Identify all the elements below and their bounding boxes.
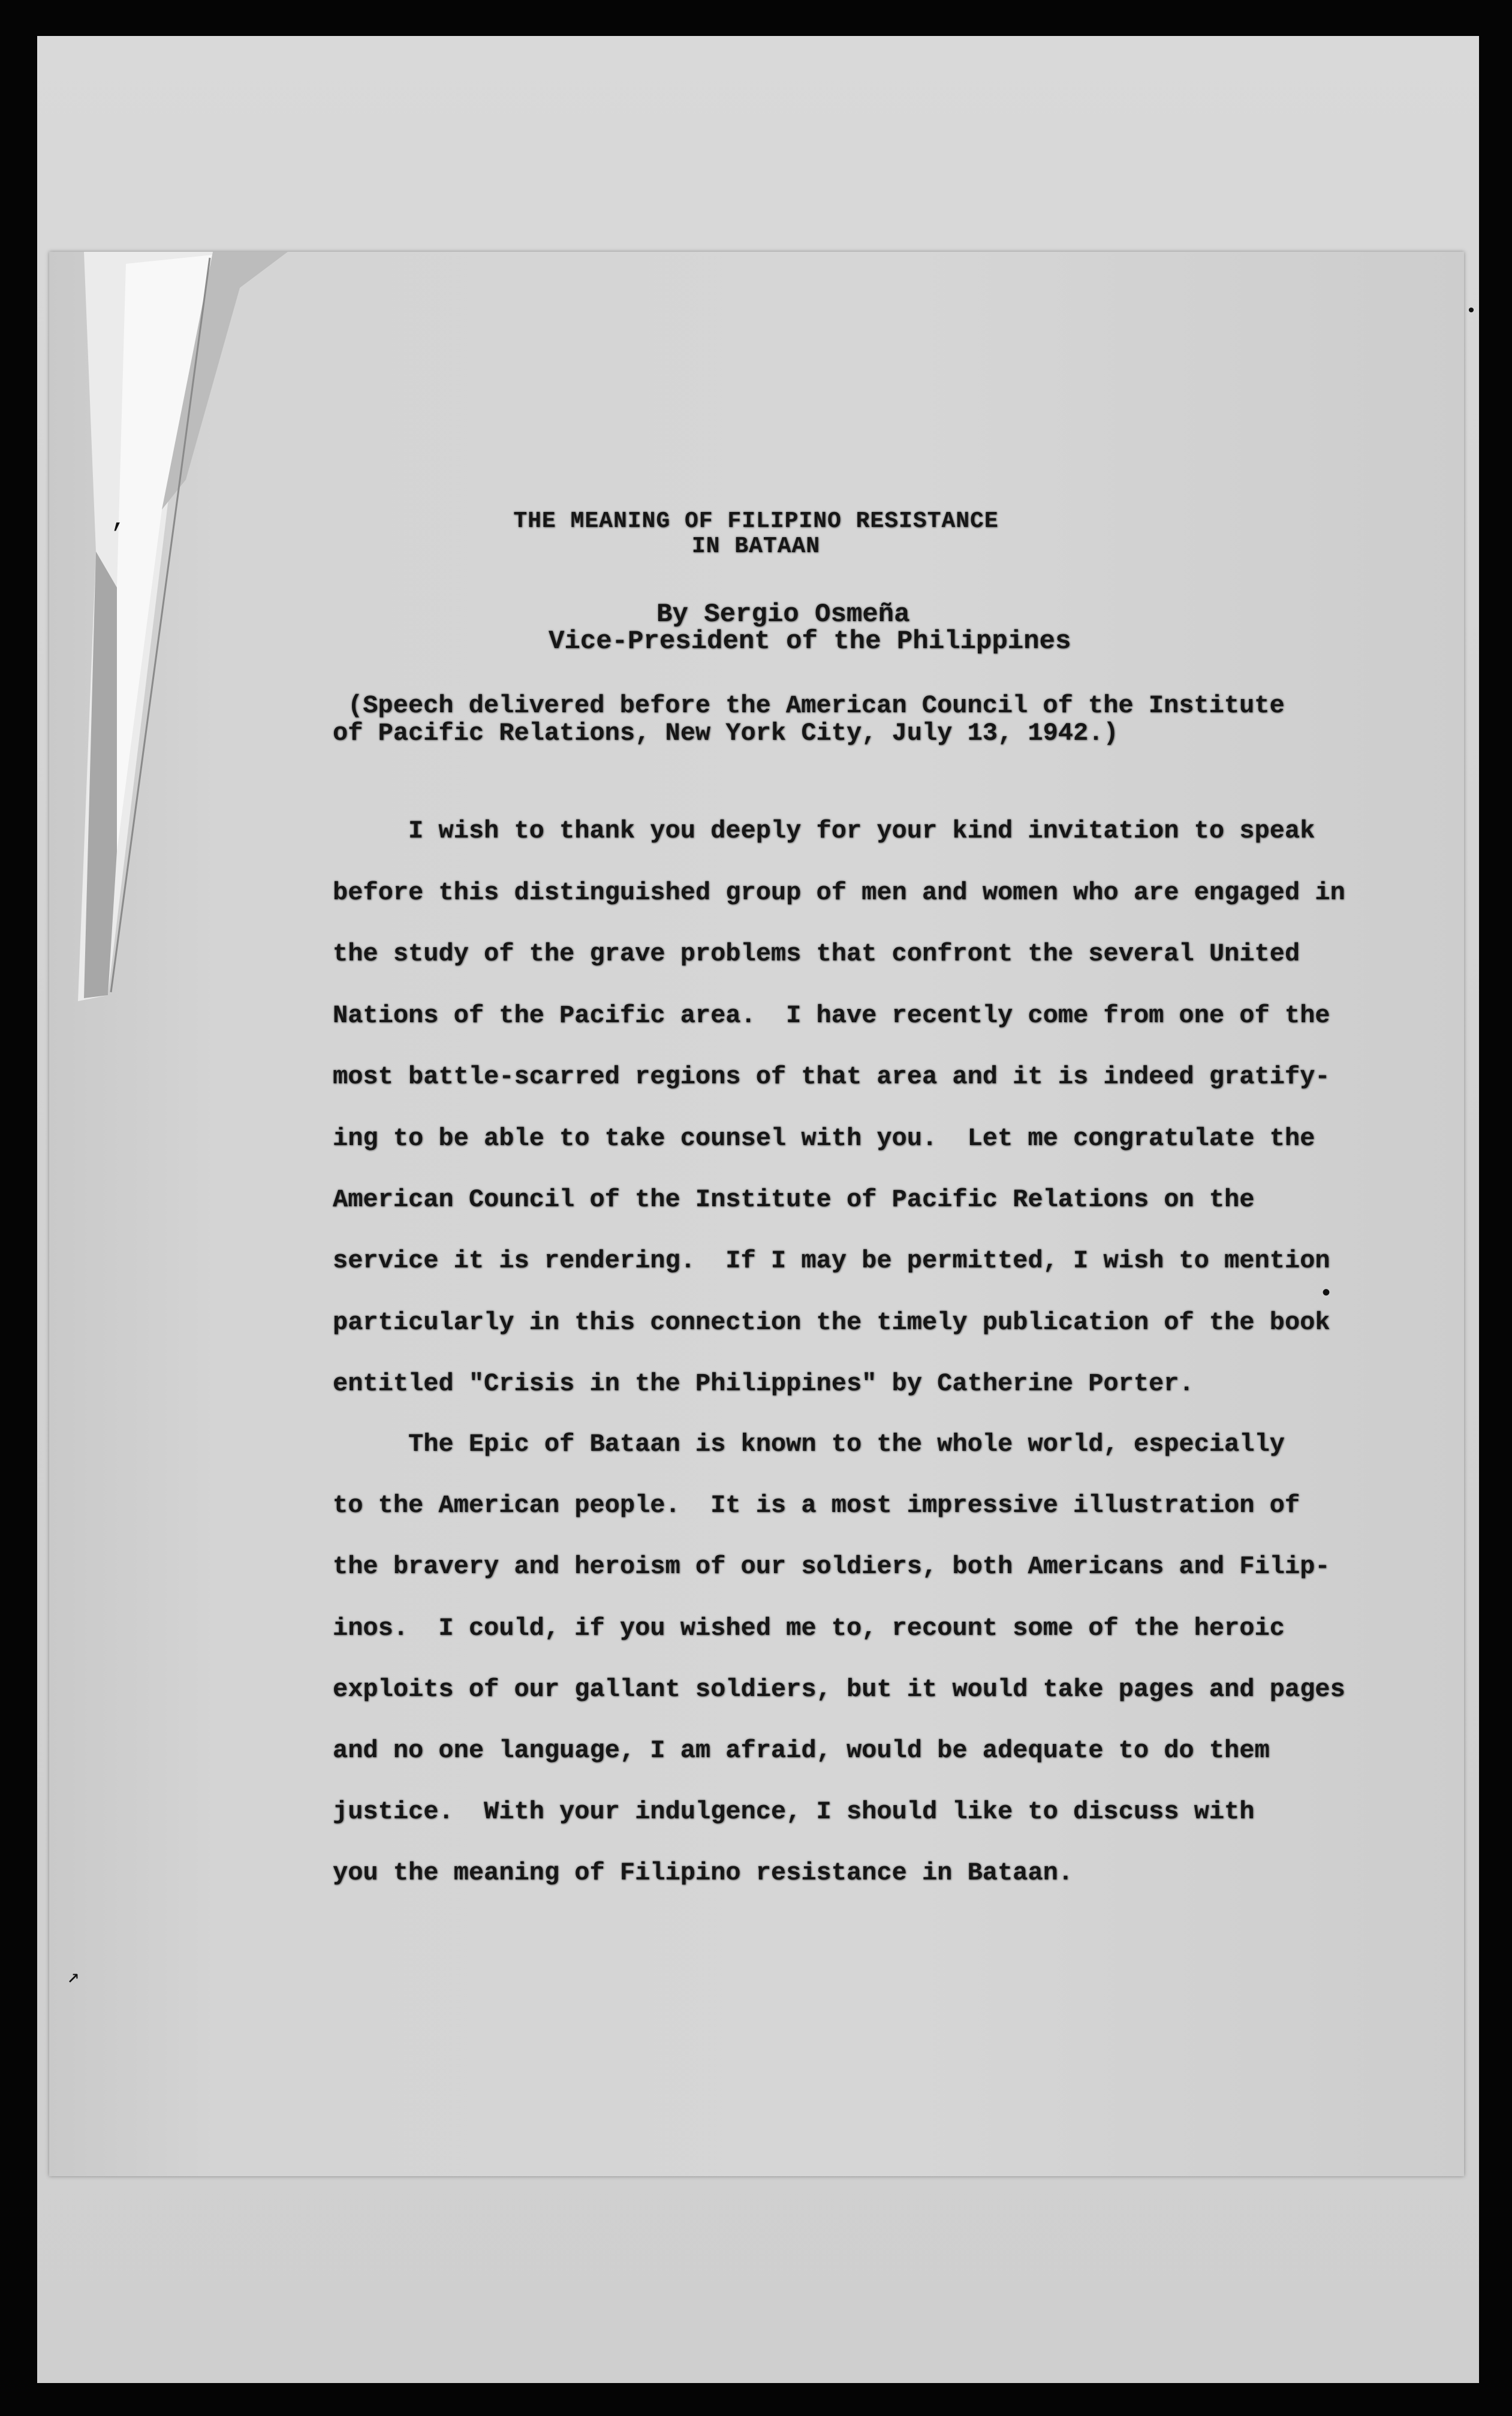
paragraph-line: exploits of our gallant soldiers, but it would take pages and pages bbox=[333, 1675, 1345, 1704]
paragraph-line: American Council of the Institute of Pacific Relations on the bbox=[333, 1185, 1255, 1214]
scan-artifact: • bbox=[1319, 1281, 1334, 1308]
paragraph-line: justice. With your indulgence, I should like to discuss with bbox=[333, 1797, 1255, 1826]
speech-note-line-2: of Pacific Relations, New York City, July 13, 1942.) bbox=[333, 719, 1119, 748]
paragraph-line: particularly in this connection the timely publication of the book bbox=[333, 1308, 1330, 1337]
paragraph-line: The Epic of Bataan is known to the whole world, especially bbox=[333, 1430, 1285, 1459]
paragraph-line: you the meaning of Filipino resistance in Bataan. bbox=[333, 1858, 1074, 1887]
scan-artifact: • bbox=[1466, 302, 1477, 322]
paragraph-line: Nations of the Pacific area. I have recently come from one of the bbox=[333, 1001, 1330, 1030]
paragraph-line: the study of the grave problems that confront the several United bbox=[333, 939, 1300, 968]
author-title: Vice-President of the Philippines bbox=[549, 626, 1071, 656]
paragraph-line: before this distinguished group of men and women who are engaged in bbox=[333, 878, 1345, 907]
paragraph-line: ing to be able to take counsel with you. Let me congratulate the bbox=[333, 1124, 1315, 1153]
paragraph-line: most battle-scarred regions of that area and it is indeed gratify- bbox=[333, 1062, 1330, 1091]
speech-note-line-1: (Speech delivered before the American Council of the Institute bbox=[348, 691, 1285, 720]
paragraph-line: to the American people. It is a most impressive illustration of bbox=[333, 1491, 1300, 1520]
paragraph-line: the bravery and heroism of our soldiers, both Americans and Filip- bbox=[333, 1552, 1330, 1581]
paragraph-line: entitled "Crisis in the Philippines" by Catherine Porter. bbox=[333, 1369, 1194, 1398]
paragraph-line: inos. I could, if you wished me to, recount some of the heroic bbox=[333, 1614, 1285, 1643]
paragraph-line: and no one language, I am afraid, would be adequate to do them bbox=[333, 1736, 1270, 1765]
folded-page-corner bbox=[60, 252, 300, 1001]
document-title-line-2: IN BATAAN bbox=[691, 534, 821, 559]
scan-artifact: , bbox=[111, 505, 127, 535]
document-title-line-1: THE MEANING OF FILIPINO RESISTANCE bbox=[513, 508, 999, 534]
author-name: By Sergio Osmeña bbox=[656, 600, 910, 629]
paragraph-line: service it is rendering. If I may be permitted, I wish to mention bbox=[333, 1246, 1330, 1275]
scan-artifact: ↗ bbox=[67, 1966, 80, 1989]
paragraph-line: I wish to thank you deeply for your kind invitation to speak bbox=[333, 817, 1315, 845]
